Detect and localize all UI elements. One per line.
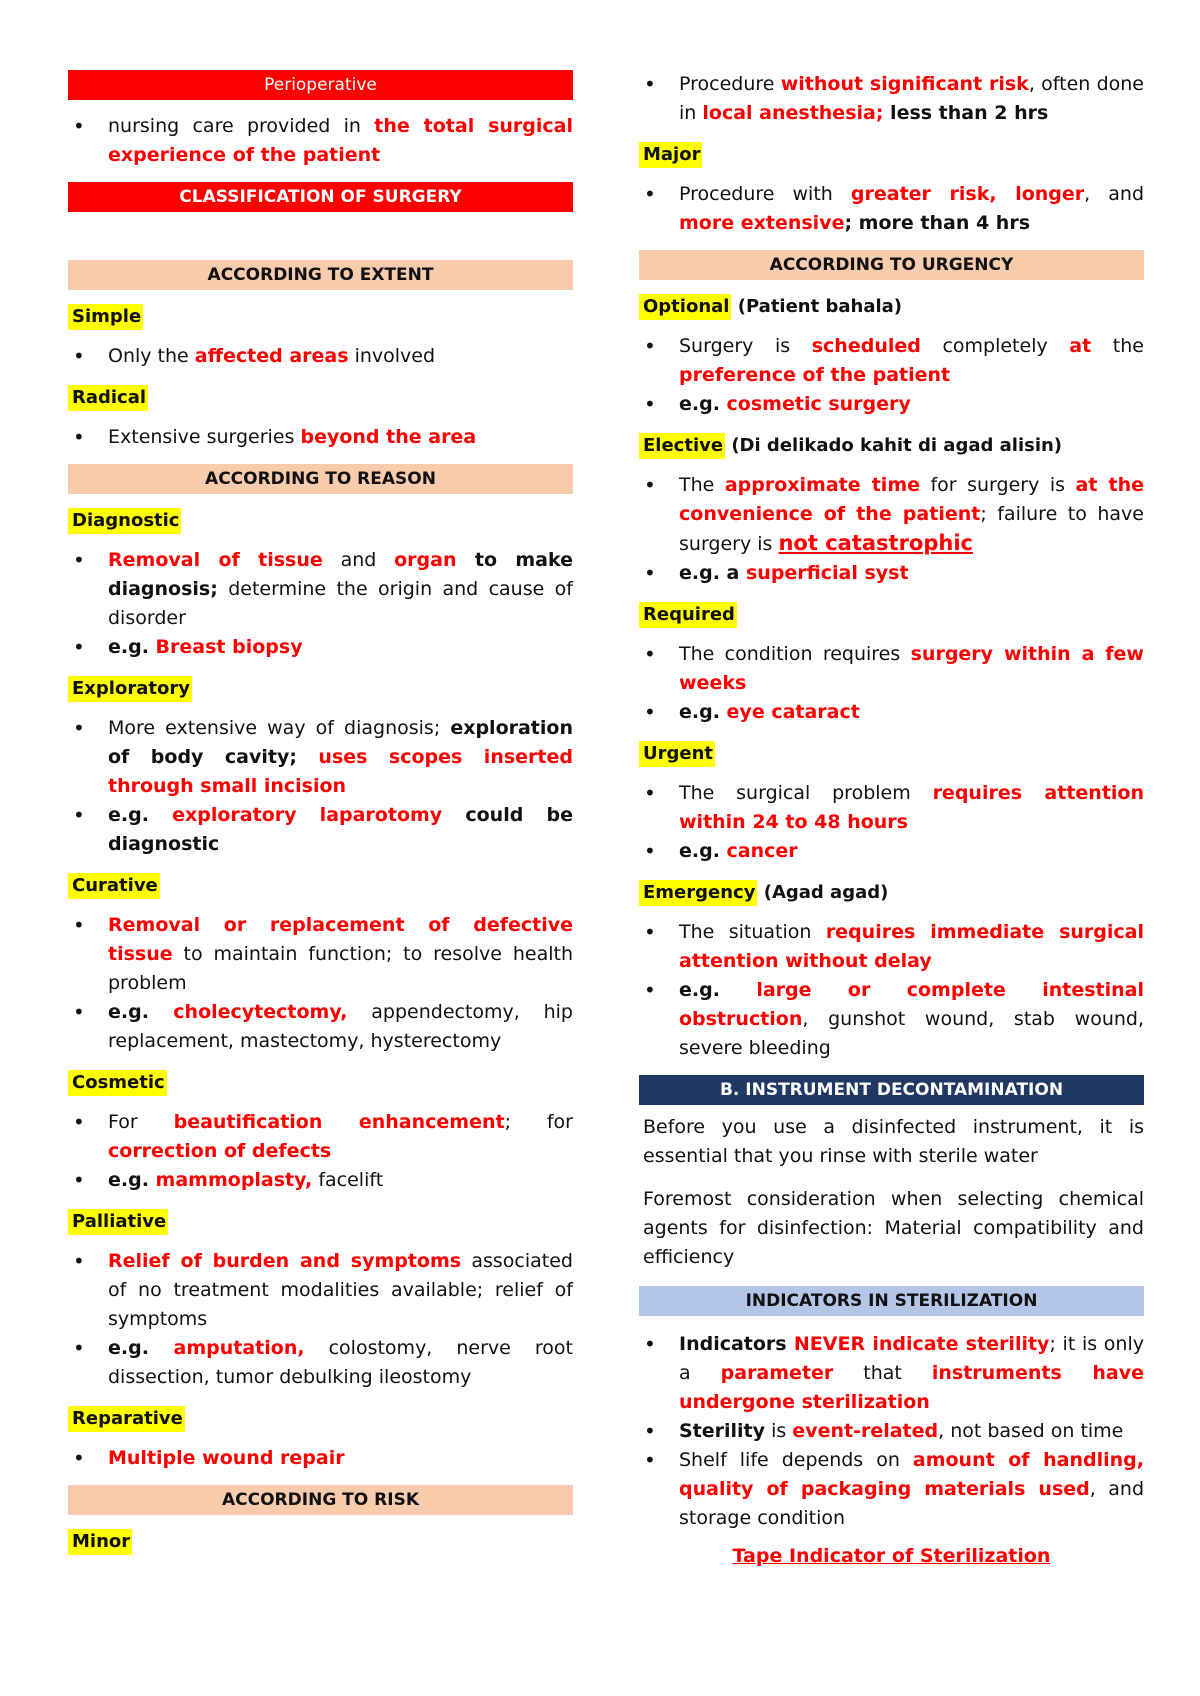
optional-item: • Surgery is scheduled completely at the preference of the patient [639,332,1144,390]
major-label: Major [639,142,702,168]
reparative-label: Reparative [68,1406,185,1432]
urgent-example: • e.g. cancer [639,837,1144,866]
diagnostic-example: • e.g. Breast biopsy [68,633,573,662]
decontamination-header: B. INSTRUMENT DECONTAMINATION [639,1075,1144,1105]
simple-label: Simple [68,304,143,330]
required-label: Required [639,602,737,628]
urgent-label: Urgent [639,741,715,767]
required-item: • The condition requires surgery within a few weeks [639,640,1144,698]
cosmetic-example: • e.g. mammoplasty, facelift [68,1166,573,1195]
elective-item: • The approximate time for surgery is at the convenience of the patient; failure to have surgery is not catastrophic [639,471,1144,559]
decontamination-paragraph-1: Before you use a disinfected instrument, it is essential that you rinse with sterile water [643,1116,1144,1167]
palliative-example: • e.g. amputation, colostomy, nerve root dissection, tumor debulking ileostomy [68,1334,573,1392]
emergency-example: • e.g. large or complete intestinal obstruction, gunshot wound, stab wound, severe bleeding [639,976,1144,1063]
left-column [68,70,573,1567]
diagnostic-label: Diagnostic [68,508,181,534]
exploratory-example: • e.g. exploratory laparotomy could be diagnostic [68,801,573,859]
minor-label: Minor [68,1529,132,1555]
palliative-item: • Relief of burden and symptoms associated of no treatment modalities available; relief of symptoms [68,1247,573,1334]
elective-example: • e.g. a superficial syst [639,559,1144,588]
indicators-header: INDICATORS IN STERILIZATION [639,1286,1144,1316]
curative-example: • e.g. cholecytectomy, appendectomy, hip replacement, mastectomy, hysterectomy [68,998,573,1056]
reason-header: ACCORDING TO REASON [68,464,573,494]
optional-label: Optional [639,294,731,320]
radical-label: Radical [68,385,148,411]
minor-item: • Procedure without significant risk, often done in local anesthesia; less than 2 hrs [639,70,1144,128]
diagnostic-item: • Removal of tissue and organ to make diagnosis; determine the origin and cause of disorder [68,546,573,633]
optional-example: • e.g. cosmetic surgery [639,390,1144,419]
emergency-label: Emergency [639,880,757,906]
elective-label: Elective [639,433,725,459]
perioperative-header: Perioperative [68,70,573,100]
decontamination-paragraph-2: Foremost consideration when selecting chemical agents for disinfection: Material compatibility and efficiency [643,1188,1144,1268]
risk-header: ACCORDING TO RISK [68,1485,573,1515]
palliative-label: Palliative [68,1209,168,1235]
indicator-item-3: • Shelf life depends on amount of handling, quality of packaging materials used, and storage condition [639,1446,1144,1533]
cosmetic-item: • For beautification enhancement; for correction of defects [68,1108,573,1166]
required-example: • e.g. eye cataract [639,698,1144,727]
major-item: • Procedure with greater risk, longer, and more extensive; more than 4 hrs [639,180,1144,238]
indicator-item-2: • Sterility is event-related, not based on time [639,1417,1144,1446]
urgency-header: ACCORDING TO URGENCY [639,250,1144,280]
curative-label: Curative [68,873,160,899]
reparative-item: • Multiple wound repair [68,1444,573,1473]
radical-item: • Extensive surgeries beyond the area [68,423,573,452]
right-column: • Procedure without significant risk, often done in local anesthesia; less than 2 hrs Major • Procedure with greater risk, longer, and more extensive; more than 4 hrs ACCORDING TO URGENCY Optional (Patient bahala) • Surgery is scheduled completely at the preference of the patient • e.g. cosmetic surgery Elective (Di delikado kahit di agad alisin) • The approximate time for surgery is at the convenience of the patient; failure to have surgery is not catastrophic • e.g. a superficial syst Required • The condition requires surgery within a few weeks • e.g. eye cataract Urgent • The surgical problem requires attention within 24 to 48 hours • e.g. cancer Emergency (Agad agad) • The situation requires immediate surgical attention without delay • e.g. large or complete intestinal obstruction, gunshot wound, stab wound, severe bleeding B. INSTRUMENT DECONTAMINATION Before you use a disinfected instrument, it is essential that you rinse with sterile water Foremost consideration when selecting chemical agents for disinfection: Material compatibility and efficiency INDICATORS IN STERILIZATION • Indicators NEVER indicate sterility; it is only a parameter that instruments have undergone sterilization • Sterility is event-related, not based on time • Shelf life depends on amount of handling, quality of packaging materials used, and storage condition Tape Indicator of Sterilization [639,70,1144,1567]
exploratory-label: Exploratory [68,676,192,702]
emergency-item: • The situation requires immediate surgical attention without delay [639,918,1144,976]
curative-item: • Removal or replacement of defective tissue to maintain function; to resolve health problem [68,911,573,998]
cosmetic-label: Cosmetic [68,1070,167,1096]
indicator-item-1: • Indicators NEVER indicate sterility; it is only a parameter that instruments have undergone sterilization [639,1330,1144,1417]
classification-header: CLASSIFICATION OF SURGERY [68,182,573,212]
urgent-item: • The surgical problem requires attention within 24 to 48 hours [639,779,1144,837]
tape-indicator-heading: Tape Indicator of Sterilization [732,1545,1051,1567]
periop-definition: • nursing care provided in the total surgical experience of the patient [68,112,573,170]
exploratory-item: • More extensive way of diagnosis; exploration of body cavity; uses scopes inserted through small incision [68,714,573,801]
extent-header: ACCORDING TO EXTENT [68,260,573,290]
simple-item: • Only the affected areas involved [68,342,573,371]
